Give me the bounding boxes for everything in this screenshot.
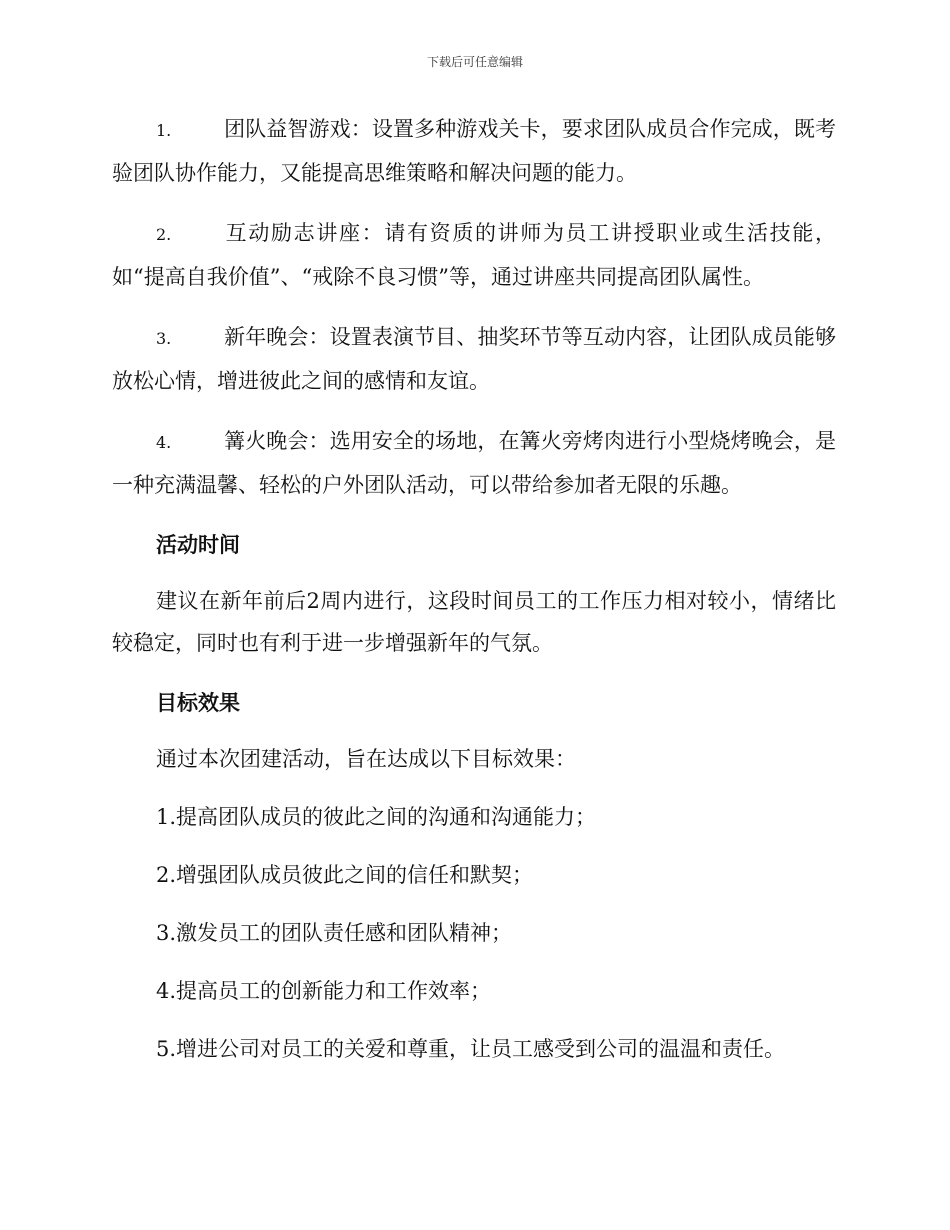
activity-text: 团队益智游戏：设置多种游戏关卡，要求团队成员合作完成，既考验团队协作能力，又能提高思维策略和解决问题的能力。: [112, 117, 836, 185]
activity-text: 篝火晚会：选用安全的场地，在篝火旁烤肉进行小型烧烤晚会，是一种充满温馨、轻松的户外团队活动，可以带给参加者无限的乐趣。: [112, 429, 836, 497]
section-heading-goals: 目标效果: [156, 690, 240, 715]
goals-intro: 通过本次团建活动，旨在达成以下目标效果：: [156, 747, 576, 771]
goal-item: 3.激发员工的团队责任感和团队精神；: [156, 921, 513, 945]
header-note: 下载后可任意编辑: [426, 55, 523, 69]
activity-number: 2.: [156, 225, 172, 244]
activity-number: 4.: [156, 433, 172, 452]
time-paragraph: 建议在新年前后2周内进行，这段时间员工的工作压力相对较小，情绪比较稳定，同时也有利于进一步增强新年的气氛。: [112, 589, 836, 655]
activity-number: 1.: [156, 121, 172, 140]
section-heading-time: 活动时间: [156, 532, 240, 557]
activity-item-3: [112, 316, 836, 402]
activity-item-1: [112, 108, 836, 194]
goal-item: 4.提高员工的创新能力和工作效率；: [156, 979, 492, 1003]
activity-number: 3.: [156, 329, 172, 348]
goal-item: 2.增强团队成员彼此之间的信任和默契；: [156, 863, 534, 887]
document-body: [112, 108, 836, 1086]
goal-item: 1.提高团队成员的彼此之间的沟通和沟通能力；: [156, 805, 597, 829]
activity-text: 互动励志讲座：请有资质的讲师为员工讲授职业或生活技能，如“提高自我价值”、“戒除不良习惯”等，通过讲座共同提高团队属性。: [112, 221, 836, 289]
activity-text: 新年晚会：设置表演节目、抽奖环节等互动内容，让团队成员能够放松心情，增进彼此之间的感情和友谊。: [112, 325, 836, 393]
activity-item-4: [112, 420, 836, 506]
activity-item-2: [112, 212, 836, 298]
goal-item: 5.增进公司对员工的关爱和尊重，让员工感受到公司的温温和责任。: [156, 1037, 786, 1061]
